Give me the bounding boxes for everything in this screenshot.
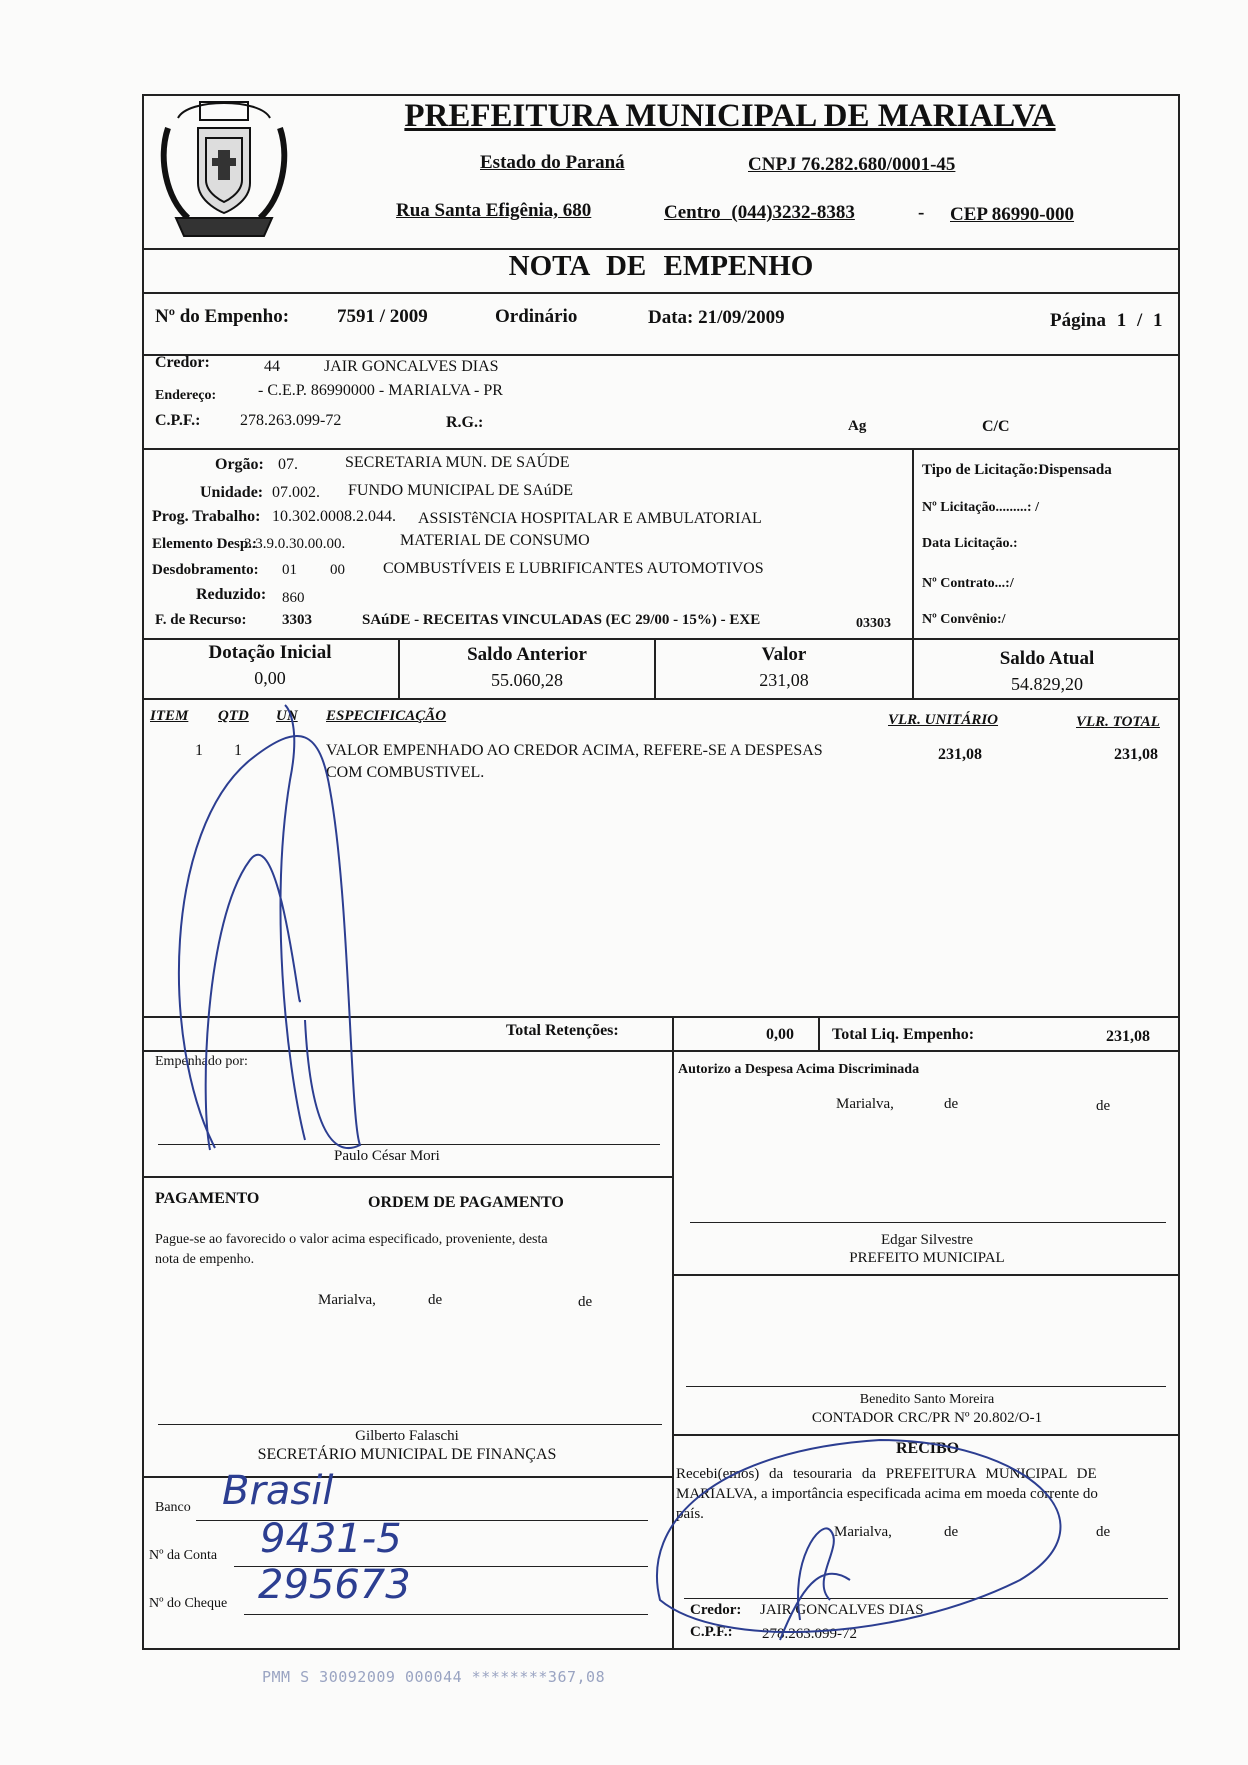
desdobramento-code: 01	[282, 562, 297, 578]
numero-convenio: Nº Convênio:/	[922, 612, 1006, 627]
pague-se-text-line2: nota de empenho.	[155, 1252, 255, 1267]
recibo-cpf-label: C.P.F.:	[690, 1624, 733, 1640]
data-licitacao: Data Licitação.:	[922, 536, 1018, 551]
autorizo-date-de: de	[1096, 1098, 1111, 1114]
cpf-label: C.P.F.:	[155, 412, 201, 429]
unidade-code: 07.002.	[272, 484, 320, 501]
divider	[672, 1434, 1180, 1436]
divider	[142, 1050, 1180, 1052]
recibo-text-line2: MARIALVA, a importância especificada acima em moeda corrente do	[676, 1486, 1098, 1502]
signature-line	[158, 1424, 662, 1425]
elemento-name: MATERIAL DE CONSUMO	[400, 532, 590, 549]
item-column-header: ITEM	[150, 708, 189, 724]
fonte-recurso-name: SAúDE - RECEITAS VINCULADAS (EC 29/00 - 15%) - EXE	[362, 612, 761, 628]
district-phone: Centro (044)3232-8383	[664, 202, 855, 223]
unidade-label: Unidade:	[200, 484, 264, 501]
page-number: Página 1 / 1	[1050, 310, 1163, 331]
cheque-value: 295673	[258, 1562, 411, 1608]
credor-label: Credor:	[155, 354, 210, 371]
pagamento-date-de: de	[428, 1292, 443, 1308]
elemento-label: Elemento Desp.:	[152, 536, 257, 552]
edgar-silvestre-name: Edgar Silvestre	[880, 1232, 974, 1248]
divider	[142, 354, 1180, 356]
cheque-label: Nº do Cheque	[149, 1596, 228, 1611]
recibo-text-line1: Recebi(emos) da tesouraria da PREFEITURA MUNICIPAL DE	[676, 1466, 1097, 1482]
divider	[672, 1050, 674, 1650]
item-spec-line1: VALOR EMPENHADO AO CREDOR ACIMA, REFERE-SE A DESPESAS	[326, 742, 823, 759]
saldo-anterior-value: 55.060,28	[491, 670, 563, 690]
empenhado-por-label: Empenhado por:	[155, 1054, 248, 1069]
street-address: Rua Santa Efigênia, 680	[396, 200, 592, 221]
secretario-financas-title: SECRETÁRIO MUNICIPAL DE FINANÇAS	[257, 1446, 557, 1463]
recibo-title: RECIBO	[896, 1440, 960, 1457]
unidade-name: FUNDO MUNICIPAL DE SAúDE	[348, 482, 574, 499]
paulo-mori-name: Paulo César Mori	[334, 1148, 440, 1164]
saldo-anterior-label: Saldo Anterior	[467, 644, 587, 665]
divider	[142, 638, 1180, 640]
total-value-column-header: VLR. TOTAL	[1076, 714, 1160, 730]
divider	[142, 698, 1180, 700]
recibo-cpf-value: 278.263.099-72	[762, 1626, 857, 1642]
divider	[142, 292, 1180, 294]
un-column-header: UN	[276, 708, 298, 724]
orgao-name: SECRETARIA MUN. DE SAÚDE	[345, 454, 570, 471]
orgao-label: Orgão:	[215, 456, 264, 473]
divider	[818, 1016, 820, 1050]
qtd-column-header: QTD	[218, 708, 249, 724]
dotacao-value: 0,00	[254, 668, 286, 688]
recibo-date-de: de	[944, 1524, 959, 1540]
item-total-value: 231,08	[1114, 746, 1158, 763]
address-label: Endereço:	[155, 388, 217, 403]
pagamento-place: Marialva,	[318, 1292, 376, 1308]
numero-licitacao: Nº Licitação.........: /	[922, 500, 1039, 515]
divider	[672, 1274, 1180, 1276]
item-qty: 1	[234, 742, 242, 759]
fonte-recurso-label: F. de Recurso:	[155, 612, 247, 628]
banco-label: Banco	[155, 1500, 191, 1515]
cheque-line	[244, 1614, 648, 1615]
retencoes-label: Total Retenções:	[506, 1022, 619, 1039]
unit-value-column-header: VLR. UNITÁRIO	[888, 712, 999, 728]
signature-line	[684, 1598, 1168, 1599]
state-name: Estado do Paraná	[480, 152, 625, 173]
recibo-credor-name: JAIR GONCALVES DIAS	[760, 1602, 924, 1618]
divider	[142, 1176, 672, 1178]
liquido-value: 231,08	[1106, 1028, 1150, 1045]
rg-label: R.G.:	[446, 414, 484, 431]
saldo-atual-value: 54.829,20	[1011, 674, 1083, 694]
numero-contrato: Nº Contrato...:/	[922, 576, 1014, 591]
credor-code: 44	[264, 358, 280, 375]
divider	[142, 1016, 1180, 1018]
empenho-number-label: Nº do Empenho:	[155, 306, 290, 327]
signature-line	[690, 1222, 1166, 1223]
ordem-pagamento-label: ORDEM DE PAGAMENTO	[368, 1194, 564, 1211]
benedito-moreira-name: Benedito Santo Moreira	[859, 1392, 995, 1407]
desdobramento-label: Desdobramento:	[152, 562, 259, 578]
desdobramento-name: COMBUSTÍVEIS E LUBRIFICANTES AUTOMOTIVOS	[383, 560, 764, 577]
banco-value: Brasil	[222, 1468, 334, 1514]
recibo-place: Marialva,	[834, 1524, 892, 1540]
pague-se-text-line1: Pague-se ao favorecido o valor acima especificado, proveniente, desta	[155, 1232, 548, 1247]
tipo-licitacao: Tipo de Licitação:Dispensada	[922, 462, 1112, 478]
coat-of-arms-icon	[148, 88, 300, 238]
prog-trabalho-name: ASSISTêNCIA HOSPITALAR E AMBULATORIAL	[418, 510, 762, 527]
saldo-atual-label: Saldo Atual	[999, 648, 1095, 669]
credor-address: - C.E.P. 86990000 - MARIALVA - PR	[258, 382, 503, 399]
orgao-code: 07.	[278, 456, 298, 473]
autorizo-place: Marialva,	[836, 1096, 894, 1112]
reduzido-label: Reduzido:	[196, 586, 267, 603]
recibo-credor-label: Credor:	[690, 1602, 742, 1618]
page-title: PREFEITURA MUNICIPAL DE MARIALVA	[404, 98, 1056, 134]
recibo-date-de: de	[1096, 1524, 1111, 1540]
item-spec-line2: COM COMBUSTIVEL.	[326, 764, 485, 781]
conta-value: 9431-5	[260, 1516, 402, 1562]
valor-label: Valor	[761, 644, 807, 665]
autorizo-label: Autorizo a Despesa Acima Discriminada	[678, 1062, 920, 1077]
conta-label: Nº da Conta	[149, 1548, 218, 1563]
prog-trabalho-code: 10.302.0008.2.044.	[272, 508, 396, 525]
reduzido-code: 860	[282, 590, 305, 606]
divider	[912, 448, 914, 638]
signature-line	[686, 1386, 1166, 1387]
item-number: 1	[195, 742, 203, 759]
desdobramento-subcode: 00	[330, 562, 345, 578]
agency-label: Ag	[848, 418, 867, 434]
recibo-text-line3: país.	[676, 1506, 704, 1522]
dotacao-label: Dotação Inicial	[208, 642, 332, 663]
prefeito-title: PREFEITO MUNICIPAL	[849, 1250, 1005, 1266]
elemento-code: 3.3.9.0.30.00.00.	[244, 536, 346, 552]
address-separator: -	[918, 202, 925, 223]
item-unit-value: 231,08	[938, 746, 982, 763]
credor-name: JAIR GONCALVES DIAS	[324, 358, 499, 375]
autorizo-date-de: de	[944, 1096, 959, 1112]
fonte-recurso-code: 3303	[282, 612, 312, 628]
empenho-number: 7591 / 2009	[337, 306, 428, 327]
valor-value: 231,08	[759, 670, 809, 690]
printed-stamp: PMM S 30092009 000044 ********367,08	[262, 1668, 606, 1686]
contador-title: CONTADOR CRC/PR Nº 20.802/O-1	[811, 1410, 1043, 1426]
spec-column-header: ESPECIFICAÇÃO	[326, 708, 447, 724]
document-title: NOTA DE EMPENHO	[508, 250, 814, 282]
cpf-value: 278.263.099-72	[240, 412, 342, 429]
cep: CEP 86990-000	[950, 204, 1075, 225]
liquido-label: Total Liq. Empenho:	[832, 1026, 975, 1043]
empenho-date: Data: 21/09/2009	[648, 307, 785, 328]
prog-trabalho-label: Prog. Trabalho:	[152, 508, 261, 525]
retencoes-value: 0,00	[766, 1026, 794, 1043]
divider	[142, 448, 1180, 450]
pagamento-label: PAGAMENTO	[155, 1190, 260, 1207]
signature-line	[158, 1144, 660, 1145]
empenho-type: Ordinário	[495, 306, 578, 327]
cnpj: CNPJ 76.282.680/0001-45	[748, 154, 956, 175]
gilberto-falaschi-name: Gilberto Falaschi	[355, 1428, 459, 1444]
pagamento-date-de: de	[578, 1294, 593, 1310]
fonte-recurso-code2: 03303	[856, 616, 891, 631]
account-label: C/C	[982, 418, 1010, 435]
divider	[672, 1016, 674, 1050]
